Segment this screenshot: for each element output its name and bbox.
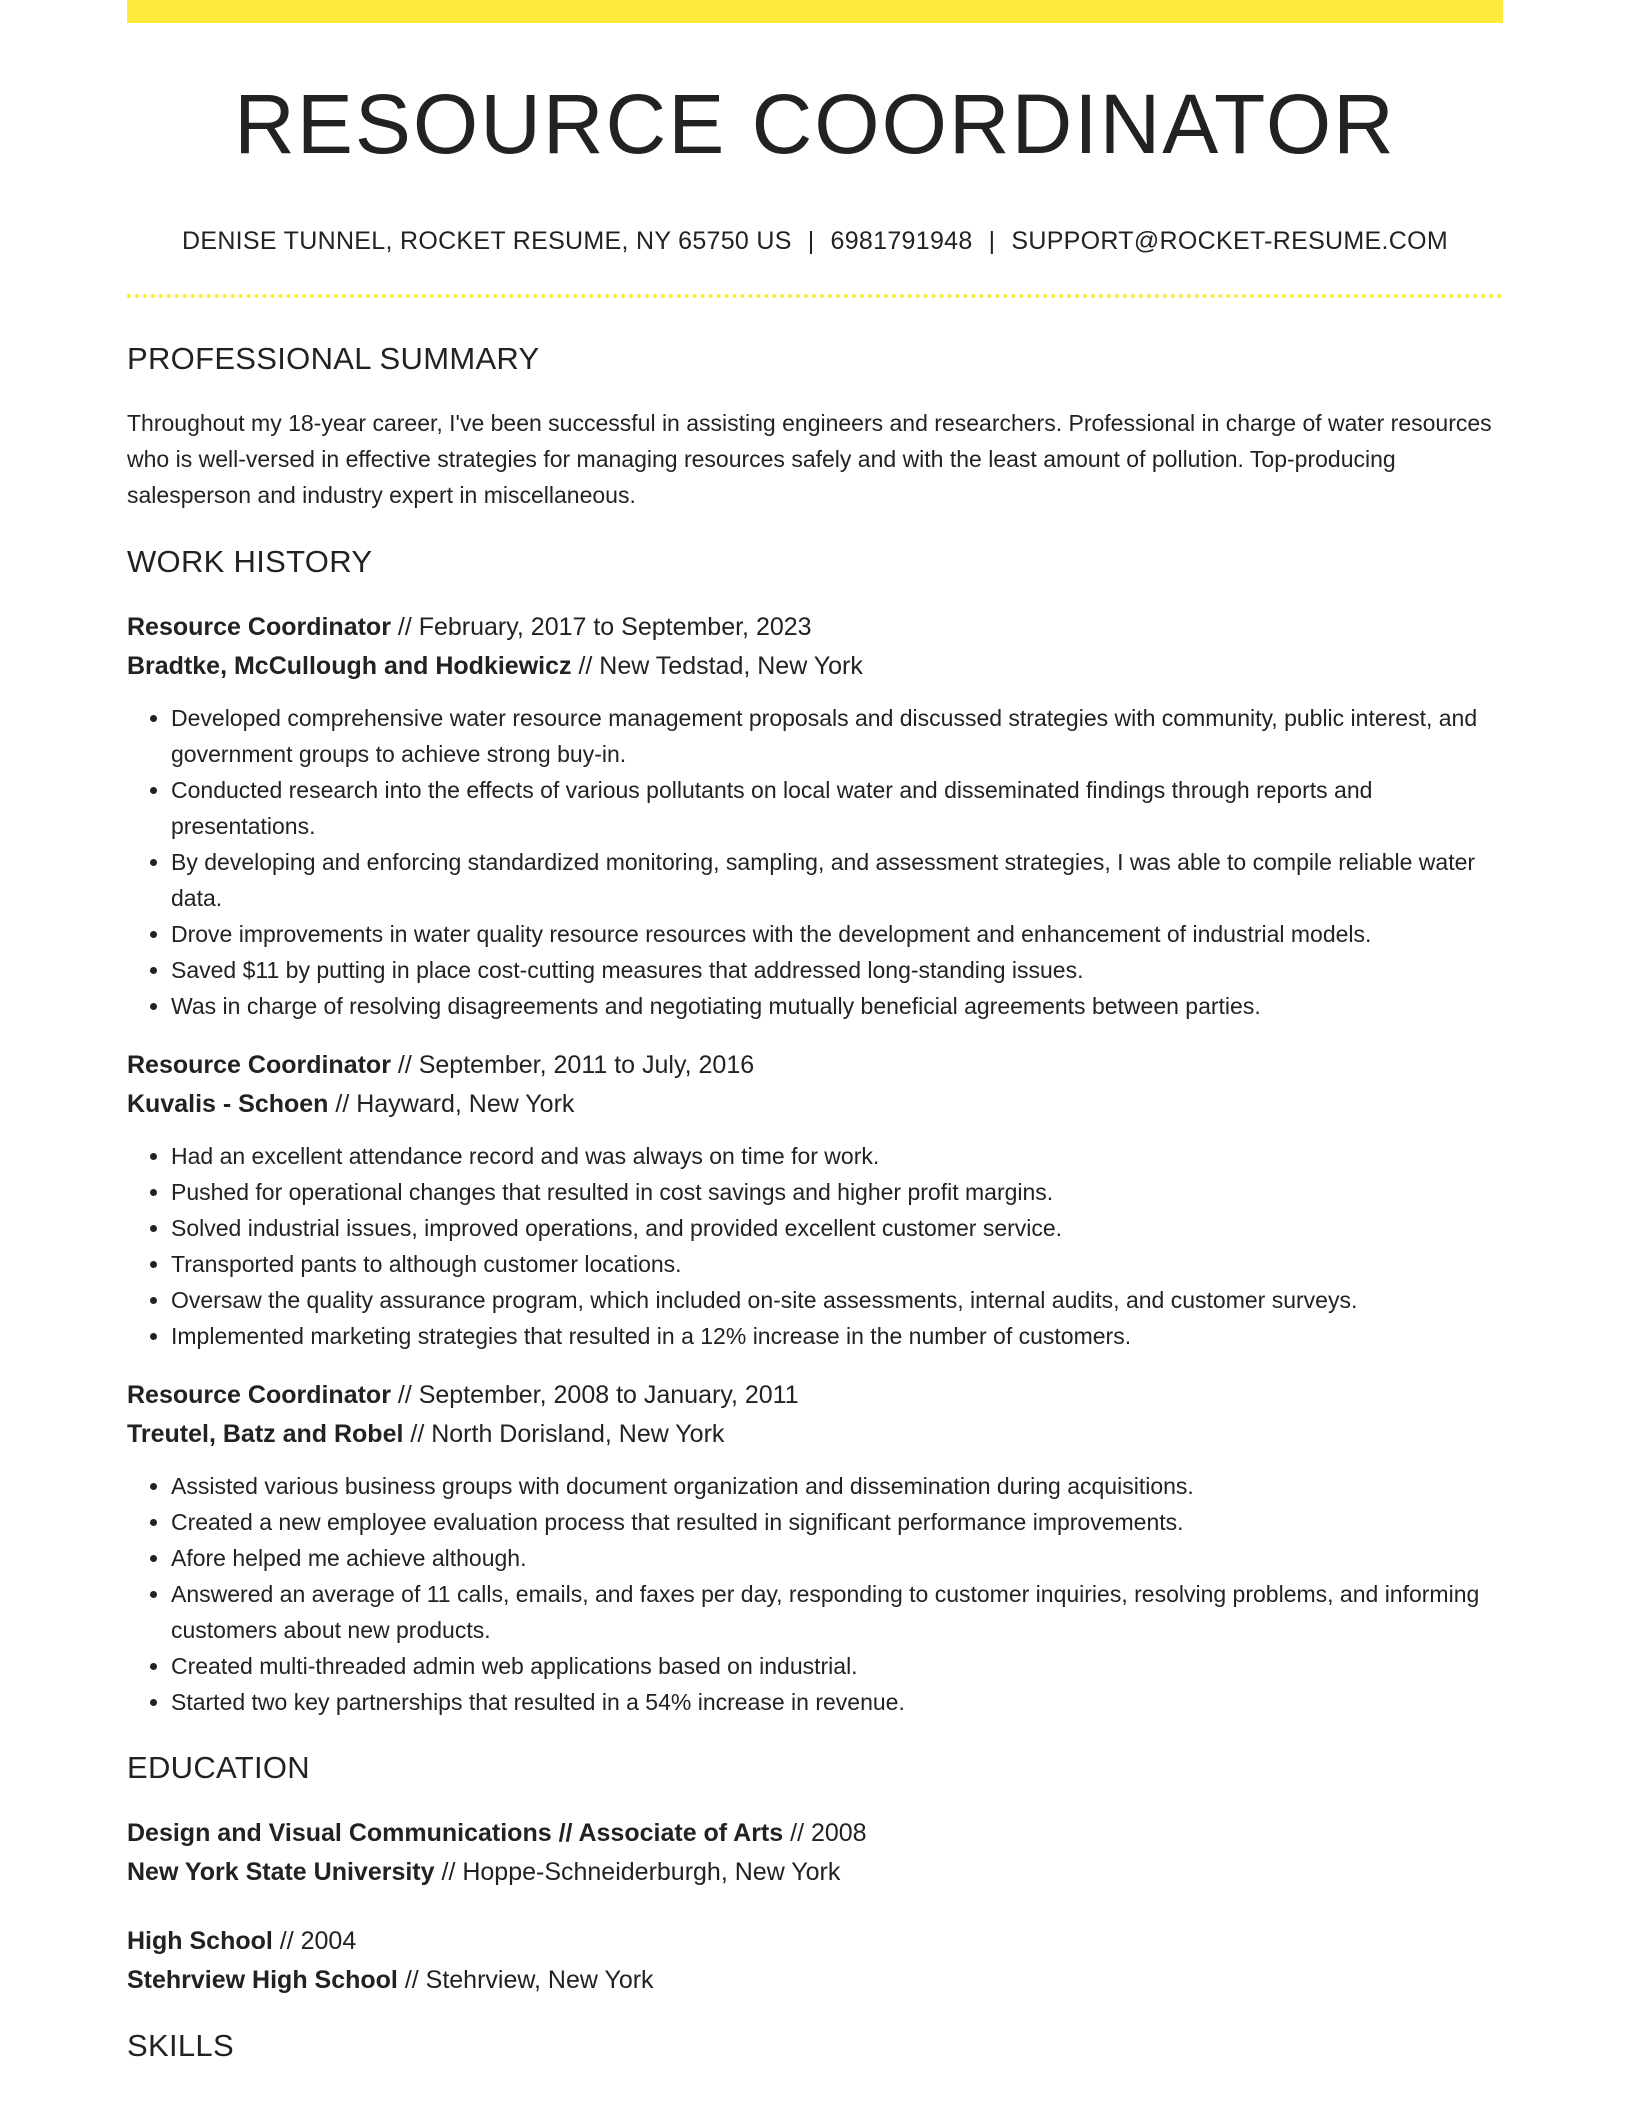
dotted-divider [127, 294, 1503, 298]
job-company-line [127, 1415, 1503, 1454]
skills-heading: SKILLS [127, 2028, 234, 2064]
job-bullet: • Pushed for operational changes that resulted in cost savings and higher profit margins. [171, 1174, 1503, 1210]
job-bullet: • Started two key partnerships that resulted in a 54% increase in revenue. [171, 1684, 1503, 1720]
job-dates: // September, 2011 to July, 2016 [390, 1051, 755, 1080]
job-bullets [127, 1468, 1503, 1720]
job-title-line [127, 1376, 1503, 1415]
job-bullet: • Conducted research into the effects of various pollutants on local water and disseminated findings through reports and presentations. [171, 772, 1503, 844]
job-bullets [127, 700, 1503, 1024]
accent-top-bar [127, 0, 1503, 23]
education-degree-line [127, 1814, 1503, 1853]
education-school: Stehrview High School [127, 1966, 398, 1995]
job-bullet: • Afore helped me achieve although. [171, 1540, 1503, 1576]
education-heading: EDUCATION [127, 1750, 310, 1786]
job-entry [127, 1376, 1503, 1720]
resume-title: RESOURCE COORDINATOR [234, 77, 1396, 171]
job-company-line [127, 647, 1503, 686]
contact-separator: | [807, 227, 815, 256]
summary-text: Throughout my 18-year career, I've been successful in assisting engineers and researchers. Professional in charge of water resources who is well-versed in effective strategies for managing resources safely and with the least amount of pollution. Top-producing salesperson and industry expert in miscellaneous. [127, 410, 1492, 509]
resume-page [127, 0, 1503, 2064]
work-history-heading: WORK HISTORY [127, 544, 373, 580]
education-location: // Hoppe-Schneiderburgh, New York [434, 1858, 841, 1887]
job-title-line [127, 1046, 1503, 1085]
job-bullet: • Created multi-threaded admin web applications based on industrial. [171, 1648, 1503, 1684]
education-year: // 2008 [783, 1819, 867, 1848]
job-dates: // September, 2008 to January, 2011 [390, 1381, 799, 1410]
job-bullet: • Was in charge of resolving disagreements and negotiating mutually beneficial agreements between parties. [171, 988, 1503, 1024]
job-location: // North Dorisland, New York [403, 1420, 725, 1449]
job-title: Resource Coordinator [127, 1381, 391, 1410]
job-company-line [127, 1085, 1503, 1124]
education-entry [127, 1922, 1503, 2000]
job-company: Kuvalis - Schoen [127, 1090, 329, 1119]
contact-separator: | [988, 227, 996, 256]
job-bullet: • Transported pants to although customer locations. [171, 1246, 1503, 1282]
job-bullet: • Developed comprehensive water resource management proposals and discussed strategies with community, public interest, and government groups to achieve strong buy-in. [171, 700, 1503, 772]
job-entry [127, 608, 1503, 1024]
job-bullet: • Solved industrial issues, improved operations, and provided excellent customer service. [171, 1210, 1503, 1246]
job-bullet: • Oversaw the quality assurance program, which included on-site assessments, internal audits, and customer surveys. [171, 1282, 1503, 1318]
job-company: Treutel, Batz and Robel [127, 1420, 404, 1449]
contact-line [127, 227, 1503, 256]
job-bullets [127, 1138, 1503, 1354]
education-school-line [127, 1853, 1503, 1892]
job-bullet: • Implemented marketing strategies that resulted in a 12% increase in the number of customers. [171, 1318, 1503, 1354]
job-location: // Hayward, New York [328, 1090, 575, 1119]
education-entry [127, 1814, 1503, 1892]
summary-heading: PROFESSIONAL SUMMARY [127, 341, 540, 377]
job-location: // New Tedstad, New York [571, 652, 863, 681]
job-entry [127, 1046, 1503, 1354]
job-bullet: • Created a new employee evaluation process that resulted in significant performance improvements. [171, 1504, 1503, 1540]
job-title: Resource Coordinator [127, 613, 391, 642]
job-title: Resource Coordinator [127, 1051, 391, 1080]
contact-address: DENISE TUNNEL, ROCKET RESUME, NY 65750 US [182, 227, 792, 256]
education-degree: Design and Visual Communications // Associate of Arts [127, 1819, 784, 1848]
job-bullet: • Assisted various business groups with document organization and dissemination during acquisitions. [171, 1468, 1503, 1504]
contact-email: SUPPORT@ROCKET-RESUME.COM [1011, 227, 1448, 256]
job-company: Bradtke, McCullough and Hodkiewicz [127, 652, 572, 681]
job-bullet: • Drove improvements in water quality resource resources with the development and enhancement of industrial models. [171, 916, 1503, 952]
job-dates: // February, 2017 to September, 2023 [390, 613, 812, 642]
contact-phone: 6981791948 [830, 227, 973, 256]
job-title-line [127, 608, 1503, 647]
education-year: // 2004 [272, 1927, 357, 1956]
education-school-line [127, 1961, 1503, 2000]
job-bullet: • Saved $11 by putting in place cost-cutting measures that addressed long-standing issues. [171, 952, 1503, 988]
education-degree-line [127, 1922, 1503, 1961]
education-degree: High School [127, 1927, 273, 1956]
job-bullet: • Had an excellent attendance record and was always on time for work. [171, 1138, 1503, 1174]
job-bullet: • Answered an average of 11 calls, emails, and faxes per day, responding to customer inquiries, resolving problems, and informing customers about new products. [171, 1576, 1503, 1648]
job-bullet: • By developing and enforcing standardized monitoring, sampling, and assessment strategies, I was able to compile reliable water data. [171, 844, 1503, 916]
education-location: // Stehrview, New York [397, 1966, 654, 1995]
education-school: New York State University [127, 1858, 435, 1887]
